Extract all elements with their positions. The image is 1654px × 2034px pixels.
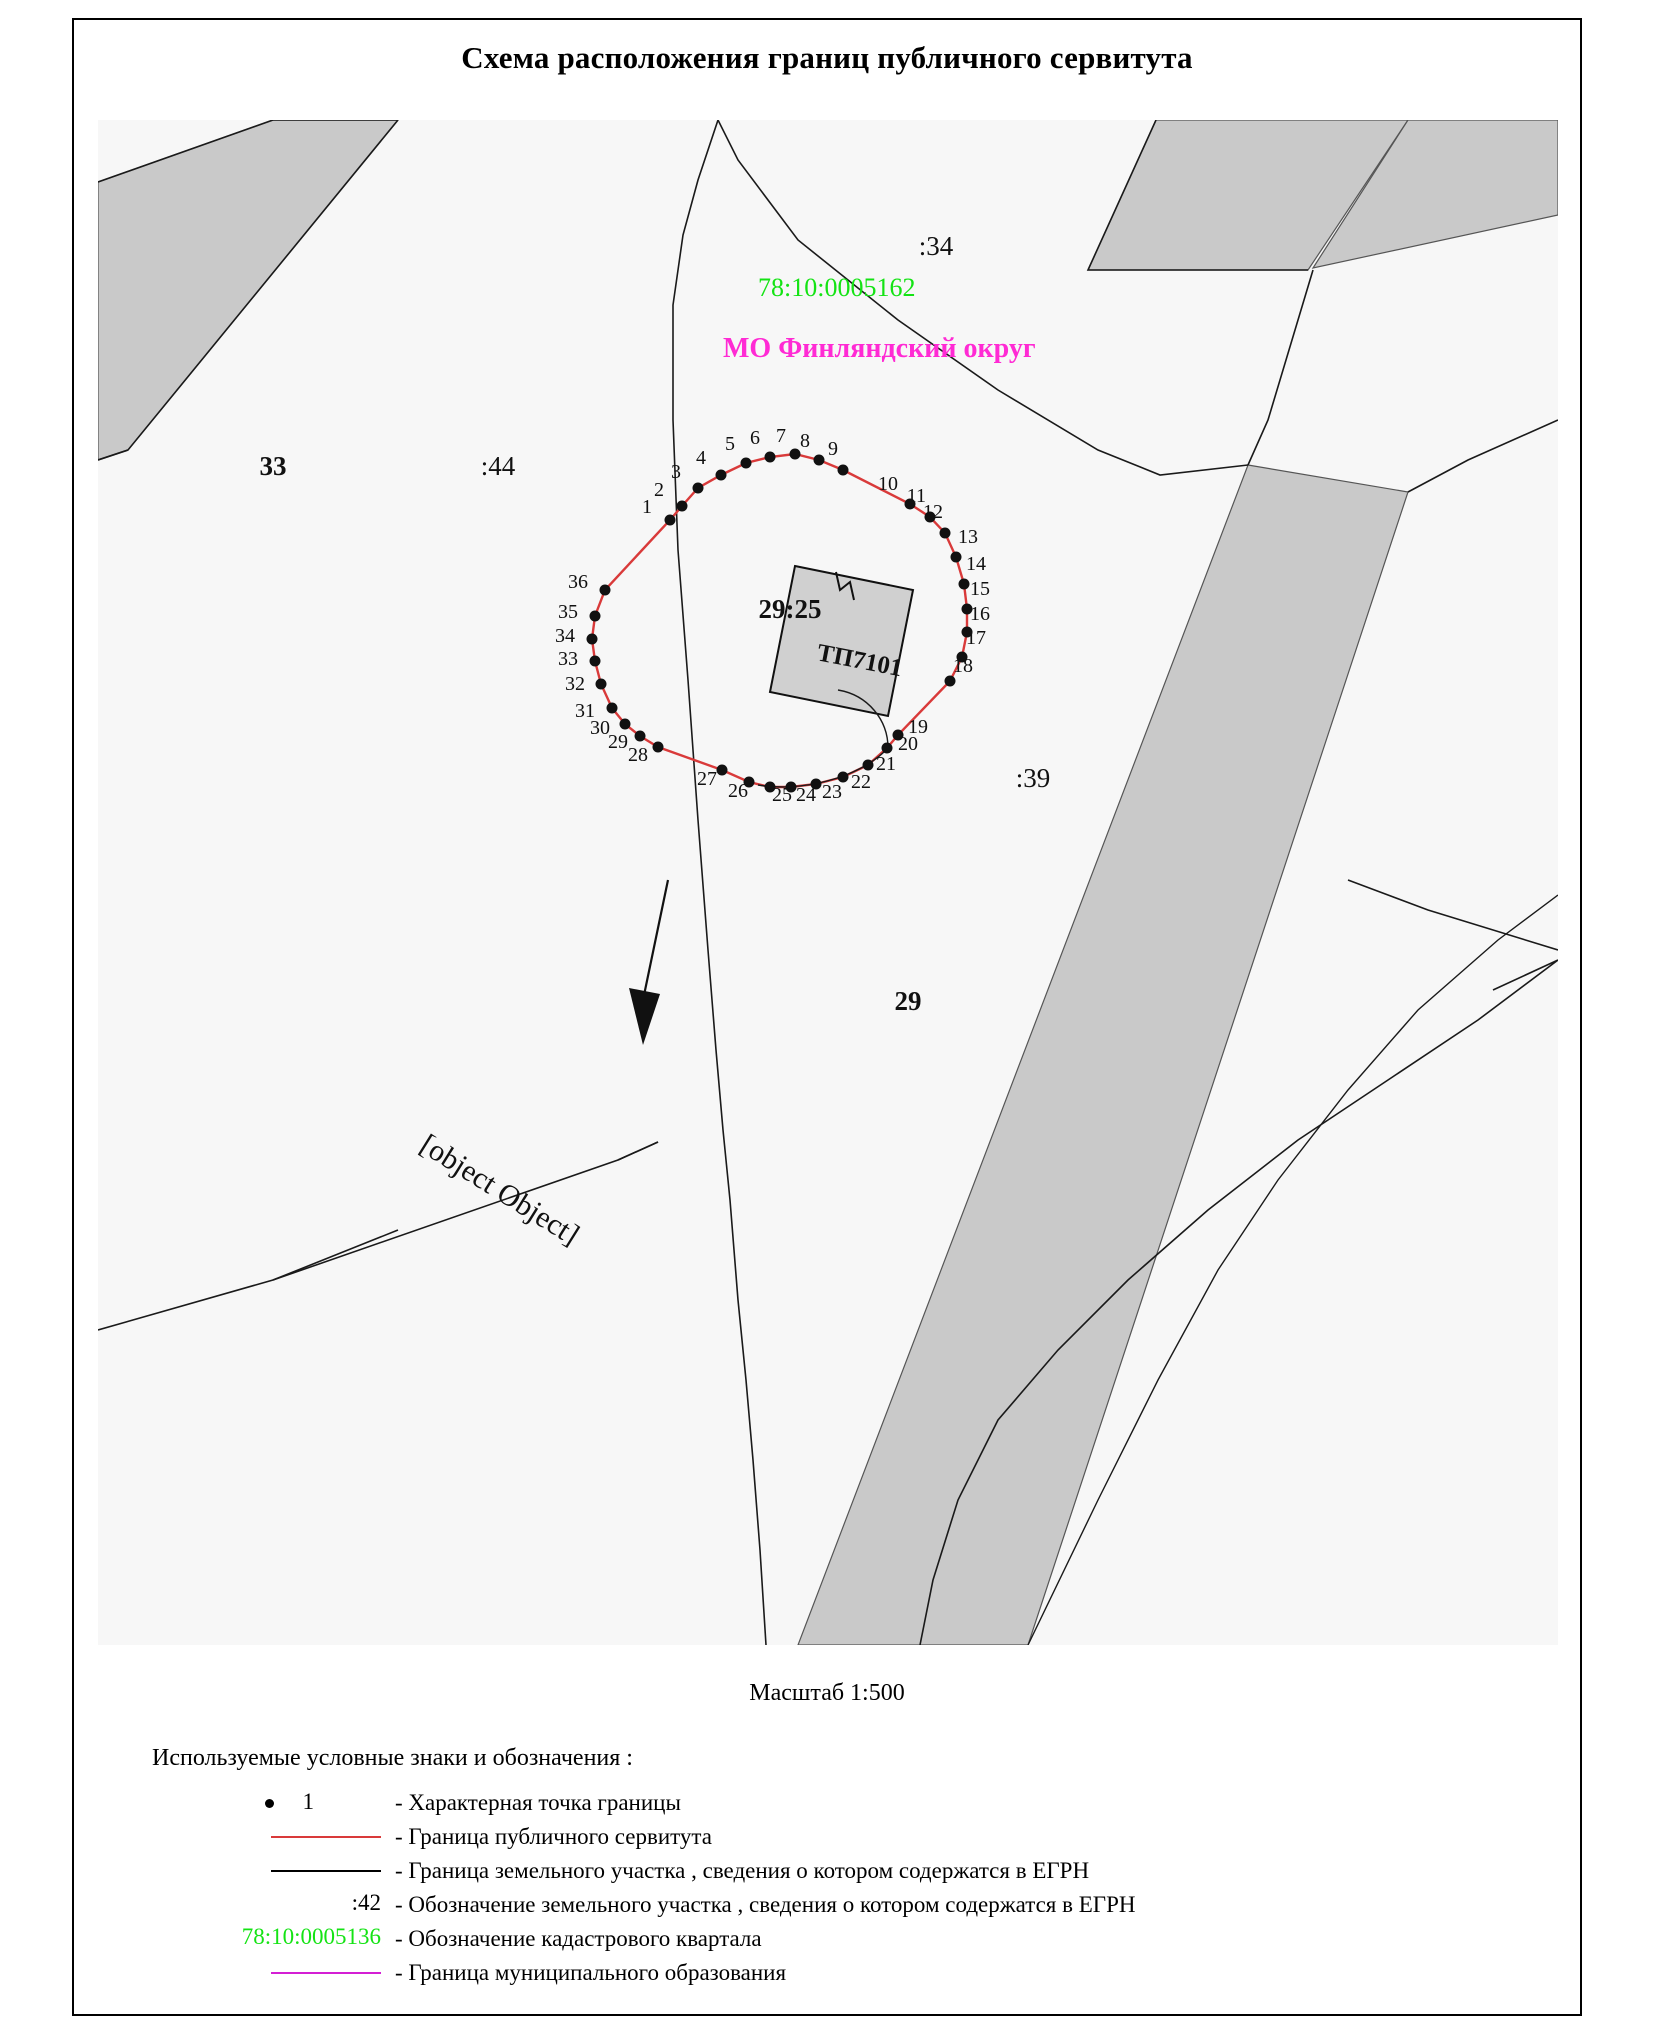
boundary-point [665, 515, 676, 526]
boundary-point-label: 33 [558, 648, 578, 670]
legend-desc-parcel-boundary: - Граница земельного участка , сведения о котором содержатся в ЕГРН [395, 1858, 1090, 1883]
legend-desc-point: - Характерная точка границы [395, 1790, 681, 1815]
boundary-point-label: 6 [750, 427, 760, 449]
boundary-point-label: 15 [970, 578, 990, 600]
legend-title: Используемые условные знаки и обозначения : [152, 1745, 633, 1771]
black-line-icon [271, 1870, 381, 1872]
quarter-number-sample: 78:10:0005136 [241, 1924, 381, 1949]
parcel-number-label: :44 [480, 451, 516, 481]
legend-desc-municipality: - Граница муниципального образования [395, 1960, 787, 1985]
boundary-point-label: 36 [568, 571, 588, 593]
boundary-point-label: 18 [953, 655, 973, 677]
boundary-point-icon [265, 1799, 274, 1808]
legend-desc-parcel-number: - Обозначение земельного участка , сведения о котором содержатся в ЕГРН [395, 1892, 1136, 1917]
boundary-point-label: 31 [575, 700, 595, 722]
boundary-point-label: 32 [565, 673, 585, 695]
boundary-point-label: 22 [851, 771, 871, 793]
boundary-point-label: 2 [654, 479, 664, 501]
boundary-point-label: 26 [728, 780, 748, 802]
boundary-point-label: 10 [878, 473, 898, 495]
boundary-point [590, 611, 601, 622]
parcel-number-sample: :42 [351, 1890, 381, 1915]
cadastral-quarter-label: 78:10:0005162 [758, 273, 916, 302]
boundary-point [717, 765, 728, 776]
legend-desc-servitude: - Граница публичного сервитута [395, 1824, 712, 1849]
boundary-point [863, 760, 874, 771]
legend [74, 1745, 1580, 1990]
boundary-point [790, 449, 801, 460]
boundary-point [677, 501, 688, 512]
boundary-point [635, 731, 646, 742]
drawing-sheet [72, 18, 1582, 2016]
municipality-label: МО Финляндский округ [723, 333, 1036, 364]
red-line-icon [271, 1836, 381, 1838]
legend-item-servitude [74, 1820, 1580, 1854]
legend-item-municipality [74, 1956, 1580, 1990]
boundary-point [959, 579, 970, 590]
boundary-point [741, 458, 752, 469]
boundary-point [653, 742, 664, 753]
boundary-point [620, 719, 631, 730]
boundary-point-label: 16 [970, 603, 990, 625]
legend-key-municipality [74, 1956, 389, 1990]
boundary-point [814, 455, 825, 466]
boundary-point-label: 11 [906, 485, 926, 507]
svg-text:ТП7101: ТП7101 [814, 639, 905, 683]
boundary-point-label: 3 [671, 461, 681, 483]
boundary-point-label: 4 [696, 447, 706, 469]
boundary-point-label: 8 [800, 430, 810, 452]
boundary-point-label: 5 [725, 433, 735, 455]
legend-key-parcel-number [74, 1888, 389, 1922]
boundary-point [716, 470, 727, 481]
boundary-point-label: 13 [958, 526, 978, 548]
parcel-number-label: :39 [1015, 763, 1051, 793]
boundary-point [600, 585, 611, 596]
boundary-point-label: 30 [590, 717, 610, 739]
boundary-point-label: 25 [772, 784, 792, 806]
boundary-point-label: 23 [822, 781, 842, 803]
boundary-point [882, 743, 893, 754]
boundary-point [607, 703, 618, 714]
magenta-line-icon [271, 1972, 381, 1974]
legend-desc-quarter: - Обозначение кадастрового квартала [395, 1926, 762, 1951]
boundary-point-label: 1 [642, 496, 652, 518]
legend-point-number: 1 [302, 1789, 314, 1814]
parcel-number-label: :34 [918, 231, 954, 261]
boundary-point [945, 676, 956, 687]
boundary-point [940, 528, 951, 539]
legend-key-quarter [74, 1922, 389, 1956]
parcel-number-label: 33 [259, 451, 287, 481]
map-canvas [98, 120, 1558, 1645]
boundary-point-label: 12 [923, 501, 943, 523]
boundary-point-label: 34 [555, 625, 575, 647]
legend-key-servitude [74, 1820, 389, 1854]
page-title: Схема расположения границ публичного сервитута [461, 40, 1193, 75]
boundary-point [590, 656, 601, 667]
street-label: [object Object] [414, 1127, 586, 1252]
legend-item-parcel-number [74, 1888, 1580, 1922]
boundary-point-label: 27 [697, 768, 717, 790]
legend-item-point [74, 1786, 1580, 1820]
boundary-point-label: 9 [828, 438, 838, 460]
boundary-point-label: 21 [876, 753, 896, 775]
boundary-point [587, 634, 598, 645]
boundary-point-label: 35 [558, 601, 578, 623]
legend-key-parcel-boundary [74, 1854, 389, 1888]
parcel-number-label: 29:25 [758, 594, 822, 624]
boundary-point [951, 552, 962, 563]
scale-label: Масштаб 1:500 [749, 1680, 905, 1706]
boundary-point-label: 19 [908, 716, 928, 738]
boundary-point [693, 483, 704, 494]
building-tp7101 [770, 566, 913, 716]
boundary-point-label: 24 [796, 784, 816, 806]
boundary-point-label: 29 [608, 731, 628, 753]
legend-item-parcel-boundary [74, 1854, 1580, 1888]
legend-key-point [74, 1786, 389, 1820]
boundary-point-label: 7 [776, 425, 786, 447]
boundary-point-label: 17 [966, 627, 986, 649]
boundary-point [765, 452, 776, 463]
boundary-point-label: 28 [628, 744, 648, 766]
boundary-point-label: 20 [898, 733, 918, 755]
legend-item-quarter [74, 1922, 1580, 1956]
boundary-point [838, 465, 849, 476]
parcel-number-label: 29 [894, 986, 922, 1016]
boundary-point [596, 679, 607, 690]
boundary-point-label: 14 [966, 553, 986, 575]
